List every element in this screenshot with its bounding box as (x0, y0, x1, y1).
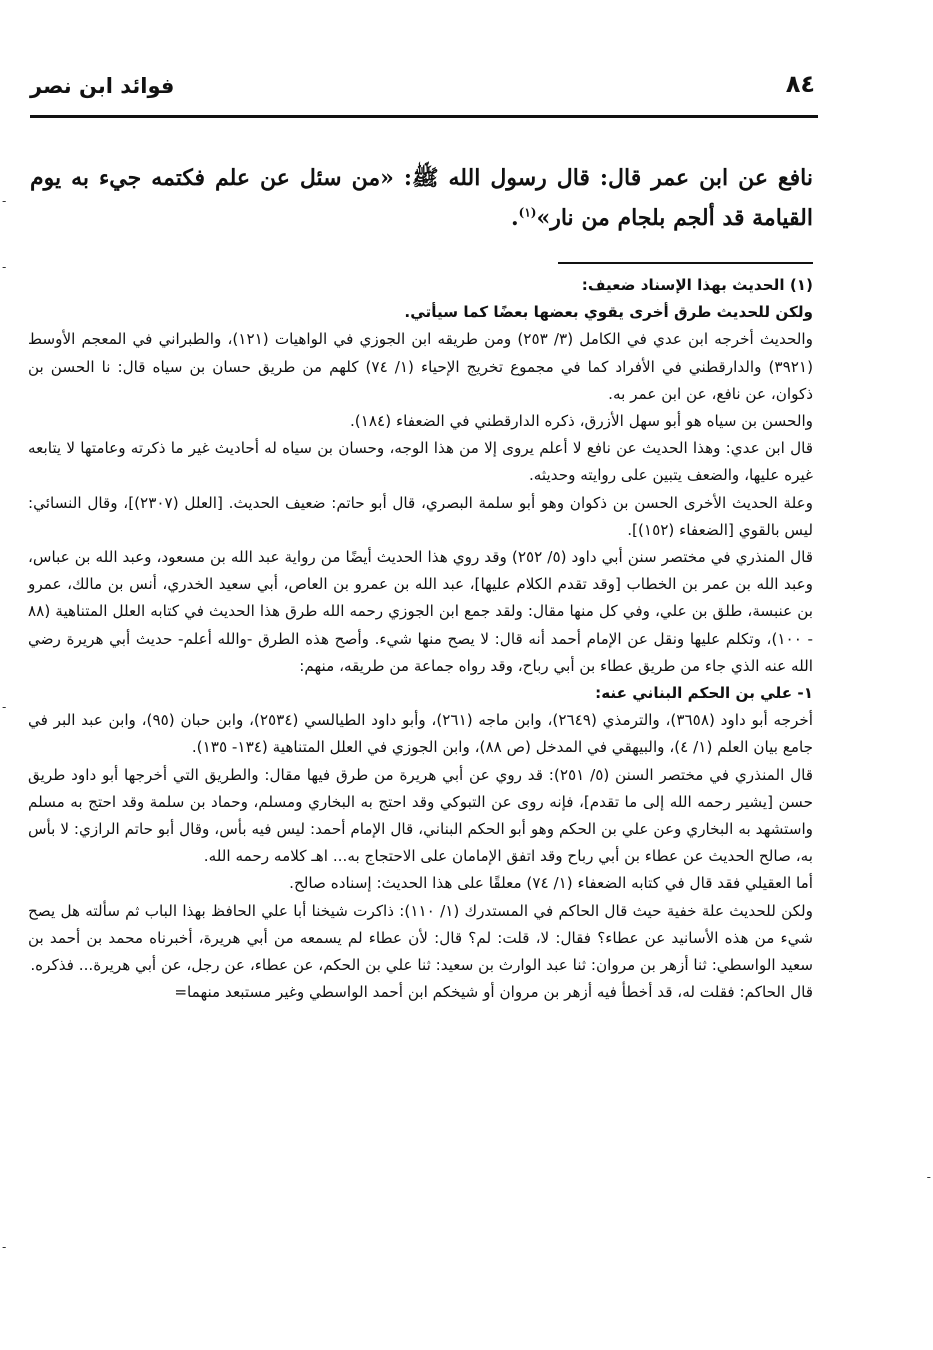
header-rule (30, 115, 818, 118)
footnote-line: قال ابن عدي: وهذا الحديث عن نافع لا أعلم يروى إلا من هذا الوجه، وحسان بن سياه له أحاديث غير ما ذكرته وعامتها لا يتابعه غيره عليها، والضعف يتبين على روايته وحديثه. (28, 439, 813, 485)
footnote-line: ولكن للحديث علة خفية حيث قال الحاكم في المستدرك (١/ ١١٠): ذاكرت شيخنا أبا علي الحافظ بهذا الباب ثم سألته هل يصح شيء من هذه الأسانيد عن عطاء؟ فقال: لا، قلت: لم؟ قال: لأن عطاء لم يسمعه من أبي هريرة، أخبرناه محمد بن أحمد بن سعيد الواسطي: ثنا أزهر بن مروان: ثنا عبد الوارث بن سعيد: ثنا علي بن الحكم، عن عطاء، عن رجل، عن أبي هريرة... فذكره. (28, 901, 814, 975)
scan-margin-mark: - (2, 700, 7, 714)
footnote-line: والحديث أخرجه ابن عدي في الكامل (٣/ ٢٥٣) ومن طريقه ابن الجوزي في الواهيات (١٢١)، والطبراني في المعجم الأوسط (٣٩٢١) والدارقطني في الأفراد كما في مجموع تخريج الإحياء (١/ ٧٤) كلهم من طريق حسان بن سياه قال: نا الحسن بن ذكوان، عن نافع، عن ابن عمر به. (28, 330, 813, 403)
footnote-line: أخرجه أبو داود (٣٦٥٨)، والترمذي (٢٦٤٩)، وابن ماجه (٢٦١)، وأبو داود الطيالسي (٢٥٣٤)، وابن حبان (٩٥)، وابن عبد البر في جامع بيان العلم (١/ ٤)، والبيهقي في المدخل (ص ٨٨)، وابن الجوزي في العلل المتناهية (١٣٤- ١٣٥). (28, 711, 814, 757)
footnote-line: ١- علي بن الحكم البناني عنه: (595, 684, 813, 703)
scan-margin-mark: - (926, 1170, 931, 1184)
page-number: ٨٤ (785, 70, 815, 98)
footnote-line: ولكن للحديث طرق أخرى يقوي بعضها بعضًا كما سيأتي. (404, 303, 813, 322)
main-text (30, 158, 813, 238)
footnote-marker: (١) (518, 205, 537, 220)
hadith-end: . (510, 205, 519, 231)
footnote-line: قال الحاكم: فقلت له، قد أخطأ فيه أزهر بن مروان أو شيخكم ابن أحمد الواسطي وغير مستبعد منهما= (174, 983, 813, 1002)
hadith-text: نافع عن ابن عمر قال: قال رسول الله ﷺ: «من سئل عن علم فكتمه جيء به يوم القيامة قد ألجم بلجام من نار» (30, 165, 813, 231)
scan-margin-mark: - (2, 1240, 7, 1254)
footnote-separator (558, 262, 813, 264)
footnote-line: (١) الحديث بهذا الإسناد ضعيف: (581, 276, 813, 294)
footnote-line: قال المنذري في مختصر السنن (٥/ ٢٥١): قد روي عن أبي هريرة من طرق فيها مقال: والطريق التي أخرجها أبو داود طريق حسن [يشير رحمه الله إلى ما تقدم]، فإنه روى عن التبوكي وقد احتج به البخاري ومسلم، وحماد بن سلمة وقد احتج به مسلم واستشهد به البخاري وعن علي بن الحكم وهو أبو الحكم البناني، قال الإمام أحمد: ليس فيه بأس، وقال أبو حاتم الرازي: لا بأس به، صالح الحديث عن عطاء بن أبي رباح وقد اتفق الإمامان على الاحتجاج به... اهـ كلامه رحمه الله. (28, 765, 813, 866)
footnote-line: وعلة الحديث الأخرى الحسن بن ذكوان وهو أبو سلمة البصري، قال أبو حاتم: ضعيف الحديث. [العلل (٢٣٠٧)]، وقال النسائي: ليس بالقوي [الضعفاء (١٥٢)]. (28, 493, 813, 539)
footnote-line: أما العقيلي فقد قال في كتابه الضعفاء (١/ ٧٤) معلقًا على هذا الحديث: إسناده صالح. (289, 874, 813, 893)
footnote-line: قال المنذري في مختصر سنن أبي داود (٥/ ٢٥٢) وقد روي هذا الحديث أيضًا من رواية عبد الله بن مسعود، وعبد الله بن عباس، وعبد الله بن عمر بن الخطاب [وقد تقدم الكلام عليها]، عبد الله بن عمرو بن العاص، أبي سعيد الخدري، أنس بن مالك، عمرو بن عنبسة، طلق بن علي، وفي كل منها مقال: ولقد جمع ابن الجوزي رحمه الله طرق هذا الحديث في كتابه العلل المتناهية (٨٨ - ١٠٠)، وتكلم عليها ونقل عن الإمام أحمد أنه قال: لا يصح منها شيء. وأصح هذه الطرق -والله أعلم- حديث أبي هريرة رضي الله عنه الذي جاء من طريق عطاء بن أبي رباح، وقد رواه جماعة من طريقه، منهم: (28, 548, 813, 675)
footnote-line: والحسن بن سياه هو أبو سهل الأزرق، ذكره الدارقطني في الضعفاء (١٨٤). (349, 412, 813, 431)
running-head-title: فوائد ابن نصر (30, 74, 175, 98)
scan-margin-mark: - (2, 194, 7, 208)
hadith-paragraph (30, 158, 813, 238)
scan-margin-mark: - (2, 260, 7, 274)
footnotes (28, 272, 813, 1006)
